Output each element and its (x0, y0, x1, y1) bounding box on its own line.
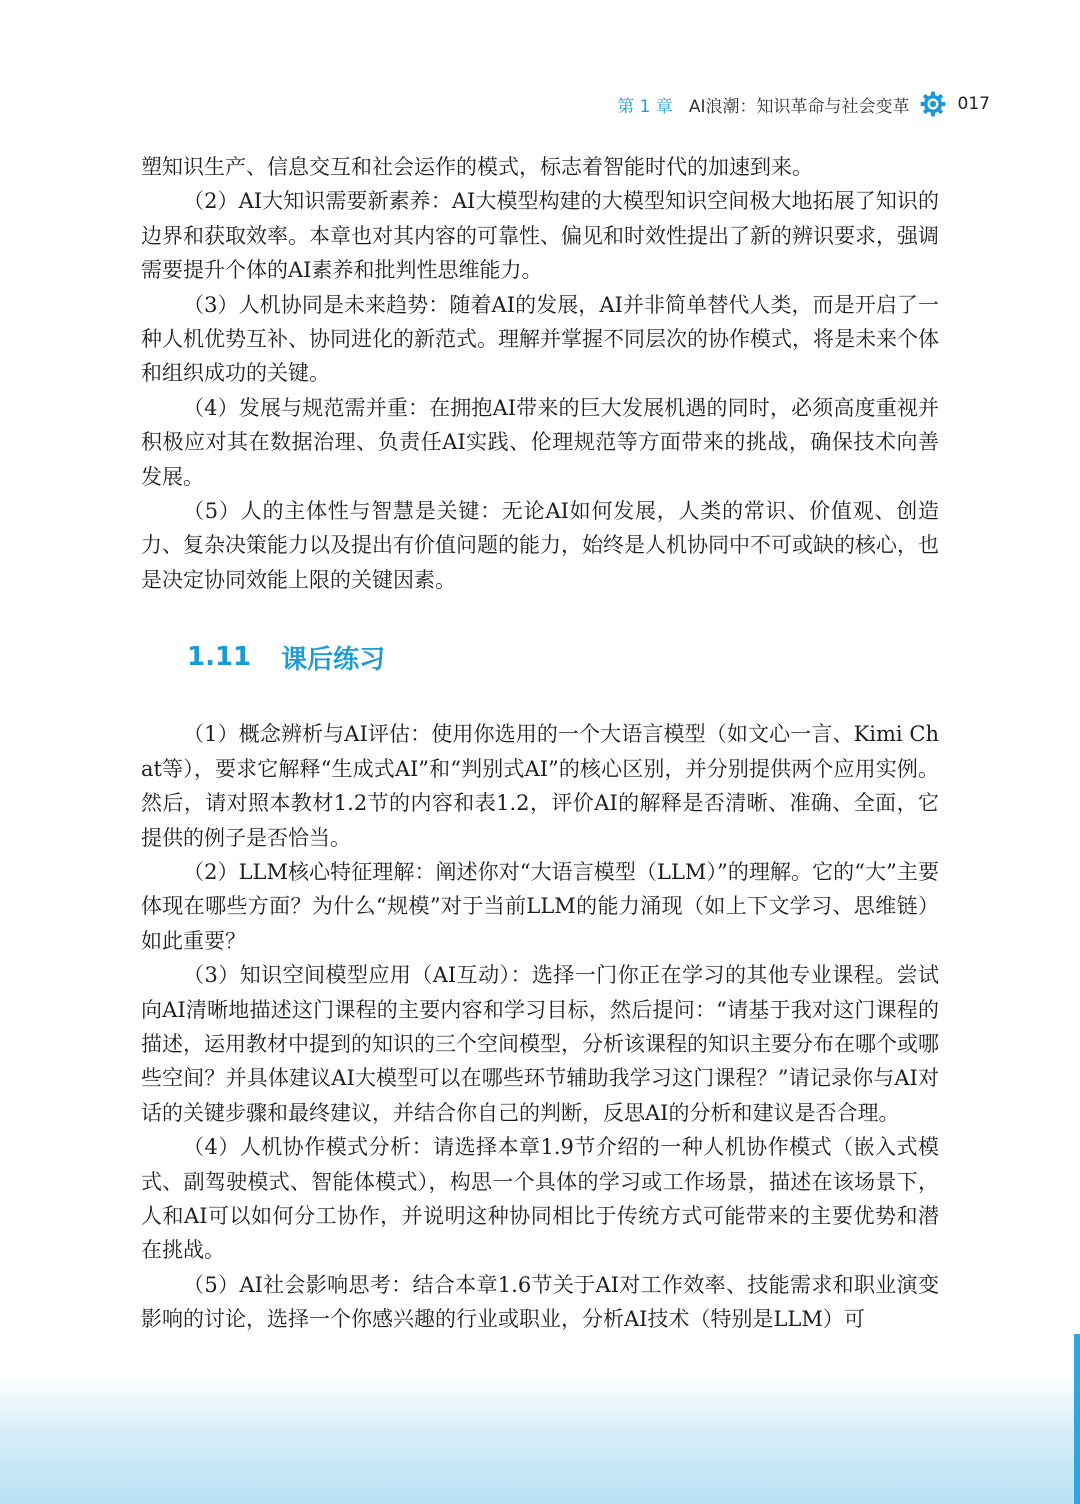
page-number: 017 (957, 94, 990, 114)
summary-point-4: （4）发展与规范需并重：在拥抱AI带来的巨大发展机遇的同时，必须高度重视并积极应对其在数据治理、负责任AI实践、伦理规范等方面带来的挑战，确保技术向善发展。 (141, 395, 939, 489)
summary-paragraph-continued: 塑知识生产、信息交互和社会运作的模式，标志着智能时代的加速到来。 (141, 155, 813, 179)
chapter-title: AI浪潮：知识革命与社会变革 (688, 96, 910, 117)
page-footer-gradient (0, 1374, 1080, 1504)
running-header (617, 89, 990, 119)
exercise-2: （2）LLM核心特征理解：阐述你对“大语言模型（LLM）”的理解。它的“大”主要体现在哪些方面？为什么“规模”对于当前LLM的能力涌现（如上下文学习、思维链）如此重要？ (141, 859, 939, 953)
exercise-3: （3）知识空间模型应用（AI互动）：选择一门你正在学习的其他专业课程。尝试向AI清晰地描述这门课程的主要内容和学习目标，然后提问：“请基于我对这门课程的描述，运用教材中提到的知识的三个空间模型，分析该课程的知识主要分布在哪个或哪些空间？并具体建议AI大模型可以在哪些环节辅助我学习这门课程？”请记录你与AI对话的关键步骤和最终建议，并结合你自己的判断，反思AI的分析和建议是否合理。 (141, 963, 939, 1125)
section-title: 课后练习 (281, 644, 386, 675)
chapter-label: 第 1 章 (617, 96, 673, 117)
summary-point-2: （2）AI大知识需要新素养：AI大模型构建的大模型知识空间极大地拓展了知识的边界和获取效率。本章也对其内容的可靠性、偏见和时效性提出了新的辨识要求，强调需要提升个体的AI素养和批判性思维能力。 (141, 189, 939, 283)
exercise-4: （4）人机协作模式分析：请选择本章1.9节介绍的一种人机协作模式（嵌入式模式、副驾驶模式、智能体模式），构思一个具体的学习或工作场景，描述在该场景下，人和AI可以如何分工协作，并说明这种协同相比于传统方式可能带来的主要优势和潜在挑战。 (141, 1135, 939, 1263)
summary-point-5: （5）人的主体性与智慧是关键：无论AI如何发展，人类的常识、价值观、创造力、复杂决策能力以及提出有价值问题的能力，始终是人机协同中不可或缺的核心，也是决定协同效能上限的关键因素。 (141, 499, 939, 592)
summary-point-3: （3）人机协同是未来趋势：随着AI的发展，AI并非简单替代人类，而是开启了一种人机优势互补、协同进化的新范式。理解并掌握不同层次的协作模式，将是未来个体和组织成功的关键。 (141, 292, 939, 386)
section-heading (187, 635, 939, 679)
exercise-1: （1）概念辨析与AI评估：使用你选用的一个大语言模型（如文心一言、Kimi Chat等），要求它解释“生成式AI”和“判别式AI”的核心区别，并分别提供两个应用实例。然后，请对照本教材1.2节的内容和表1.2，评价AI的解释是否清晰、准确、全面，它提供的例子是否恰当。 (141, 722, 939, 850)
page-edge-strip (1074, 1334, 1080, 1504)
page-body (141, 150, 939, 1337)
gear-icon (920, 91, 946, 117)
section-number: 1.11 (187, 642, 252, 673)
exercise-5: （5）AI社会影响思考：结合本章1.6节关于AI对工作效率、技能需求和职业演变影响的讨论，选择一个你感兴趣的行业或职业，分析AI技术（特别是LLM）可 (141, 1272, 939, 1332)
